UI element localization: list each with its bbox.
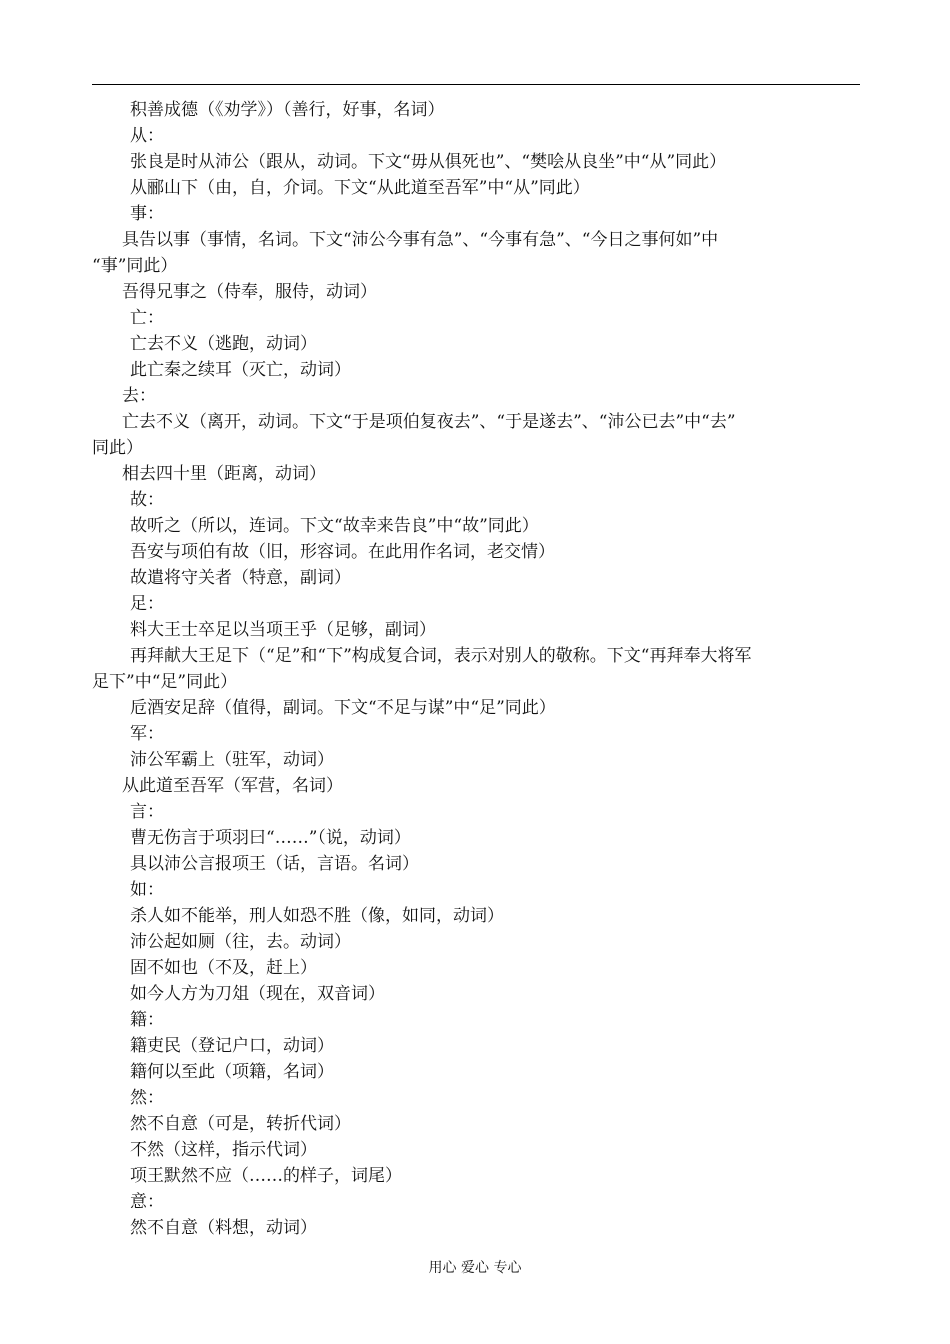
text-line: 事： bbox=[130, 204, 164, 224]
text-line: 固不如也（不及，赶上） bbox=[130, 958, 317, 978]
text-line: 足： bbox=[130, 594, 164, 614]
text-line: 沛公军霸上（驻军，动词） bbox=[130, 750, 334, 770]
text-line: 籍何以至此（项籍，名词） bbox=[130, 1062, 334, 1082]
text-line: 积善成德（《劝学》）（善行，好事，名词） bbox=[130, 100, 445, 120]
text-line: 亡去不义（逃跑，动词） bbox=[130, 334, 317, 354]
text-line: “事”同此） bbox=[92, 256, 178, 276]
text-line: 相去四十里（距离，动词） bbox=[122, 464, 326, 484]
text-line: 如： bbox=[130, 880, 164, 900]
text-line: 从此道至吾军（军营，名词） bbox=[122, 776, 343, 796]
text-line: 亡去不义（离开，动词。下文“于是项伯复夜去”、“于是遂去”、“沛公已去”中“去” bbox=[122, 412, 736, 432]
text-line: 再拜献大王足下（“足”和“下”构成复合词，表示对别人的敬称。下文“再拜奉大将军 bbox=[130, 646, 752, 666]
text-line: 项王默然不应（……的样子，词尾） bbox=[130, 1166, 402, 1186]
text-line: 言： bbox=[130, 802, 164, 822]
header-rule bbox=[92, 84, 860, 85]
text-line: 料大王士卒足以当项王乎（足够，副词） bbox=[130, 620, 436, 640]
text-line: 意： bbox=[130, 1192, 164, 1212]
text-line: 从： bbox=[130, 126, 164, 146]
text-line: 故遣将守关者（特意，副词） bbox=[130, 568, 351, 588]
text-line: 沛公起如厕（往，去。动词） bbox=[130, 932, 351, 952]
text-line: 亡： bbox=[130, 308, 164, 328]
text-line: 从郦山下（由，自，介词。下文“从此道至吾军”中“从”同此） bbox=[130, 178, 590, 198]
text-line: 具以沛公言报项王（话，言语。名词） bbox=[130, 854, 419, 874]
text-line: 如今人方为刀俎（现在，双音词） bbox=[130, 984, 385, 1004]
text-line: 籍： bbox=[130, 1010, 164, 1030]
text-line: 籍吏民（登记户口，动词） bbox=[130, 1036, 334, 1056]
text-line: 张良是时从沛公（跟从，动词。下文“毋从俱死也”、“樊哙从良坐”中“从”同此） bbox=[130, 152, 727, 172]
text-line: 具告以事（事情，名词。下文“沛公今事有急”、“今事有急”、“今日之事何如”中 bbox=[122, 230, 719, 250]
text-line: 曹无伤言于项羽曰“……”（说，动词） bbox=[130, 828, 411, 848]
text-line: 吾得兄事之（侍奉，服侍，动词） bbox=[122, 282, 377, 302]
text-line: 不然（这样，指示代词） bbox=[130, 1140, 317, 1160]
text-line: 然不自意（可是，转折代词） bbox=[130, 1114, 351, 1134]
text-line: 故： bbox=[130, 490, 164, 510]
text-line: 去： bbox=[122, 386, 156, 406]
text-line: 杀人如不能举，刑人如恐不胜（像，如同，动词） bbox=[130, 906, 504, 926]
text-line: 此亡秦之续耳（灭亡，动词） bbox=[130, 360, 351, 380]
page-footer: 用心 爱心 专心 bbox=[428, 1260, 522, 1276]
text-line: 吾安与项伯有故（旧，形容词。在此用作名词，老交情） bbox=[130, 542, 555, 562]
text-line: 足下”中“足”同此） bbox=[92, 672, 238, 692]
text-line: 然： bbox=[130, 1088, 164, 1108]
text-line: 故听之（所以，连词。下文“故幸来告良”中“故”同此） bbox=[130, 516, 539, 536]
text-line: 军： bbox=[130, 724, 164, 744]
document-body bbox=[92, 97, 860, 1241]
text-line: 然不自意（料想，动词） bbox=[130, 1218, 317, 1238]
text-line: 卮酒安足辞（值得，副词。下文“不足与谋”中“足”同此） bbox=[130, 698, 556, 718]
text-line: 同此） bbox=[92, 438, 143, 458]
